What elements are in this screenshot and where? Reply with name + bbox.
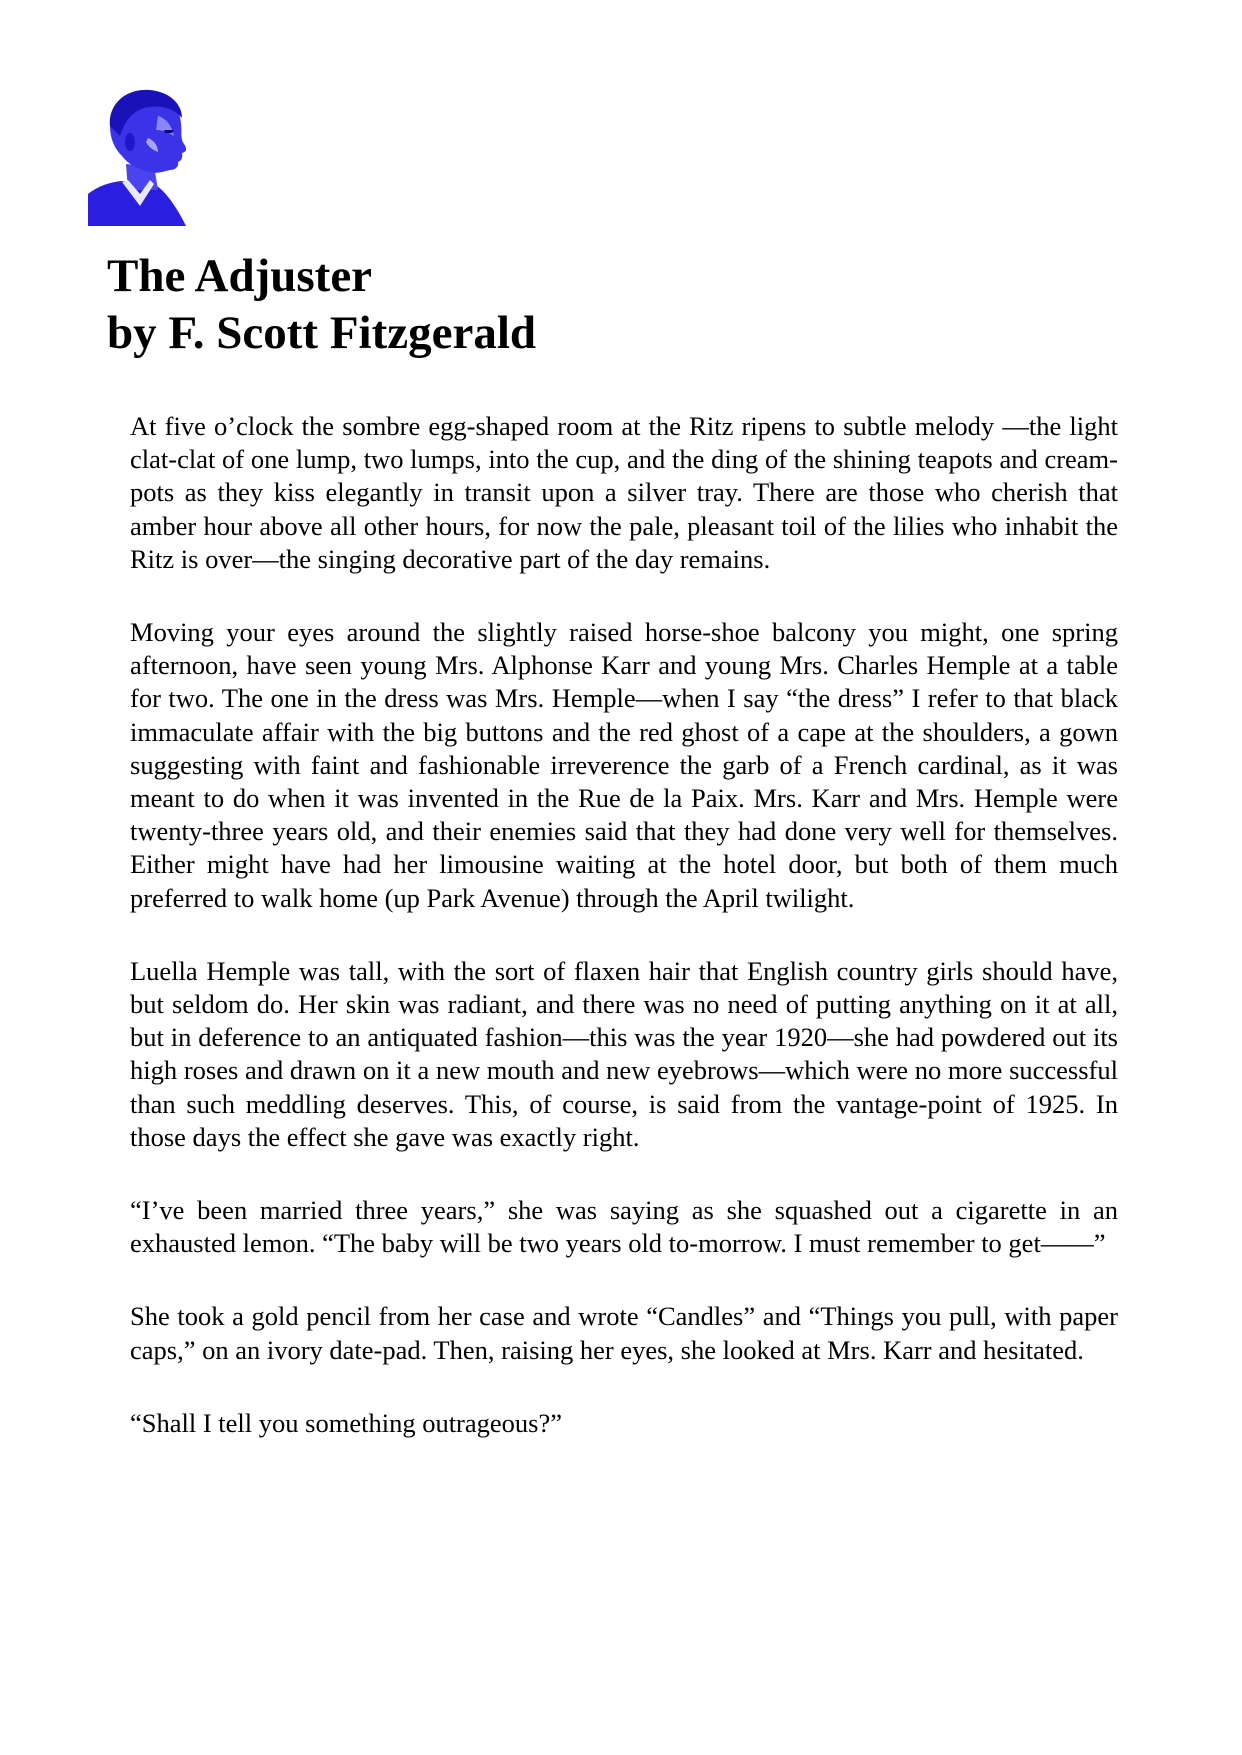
story-title: The Adjuster	[107, 250, 373, 302]
author-byline: by F. Scott Fitzgerald	[107, 307, 537, 359]
paragraph: She took a gold pencil from her case and wrote “Candles” and “Things you pull, with paper caps,” on an ivory date-pad. Then, raising her eyes, she looked at Mrs. Karr and hesitated.	[130, 1301, 1118, 1365]
paragraph: Luella Hemple was tall, with the sort of flaxen hair that English country girls should have, but seldom do. Her skin was radiant, and there was no need of putting anything on it at all, but in deference to an antiquated fashion—this was the year 1920—she had powdered out its high roses and drawn on it a new mouth and new eyebrows—which were no more successful than such meddling deserves. This, of course, is said from the vantage-point of 1925. In those days the effect she gave was exactly right.	[130, 955, 1118, 1152]
author-portrait	[88, 86, 201, 226]
paragraph: “Shall I tell you something outrageous?”	[130, 1407, 562, 1438]
author-portrait-icon	[88, 86, 201, 226]
paragraph: “I’ve been married three years,” she was saying as she squashed out a cigarette in an exhausted lemon. “The baby will be two years old to-morrow. I must remember to get——”	[130, 1195, 1118, 1259]
document-title	[107, 248, 536, 362]
story-body	[130, 410, 1118, 1480]
paragraph: At five o’clock the sombre egg-shaped room at the Ritz ripens to subtle melody —the light clat-clat of one lump, two lumps, into the cup, and the ding of the shining teapots and cream-pots as they kiss elegantly in transit upon a silver tray. There are those who cherish that amber hour above all other hours, for now the pale, pleasant toil of the lilies who inhabit the Ritz is over—the singing decorative part of the day remains.	[130, 411, 1118, 574]
paragraph: Moving your eyes around the slightly raised horse-shoe balcony you might, one spring afternoon, have seen young Mrs. Alphonse Karr and young Mrs. Charles Hemple at a table for two. The one in the dress was Mrs. Hemple—when I say “the dress” I refer to that black immaculate affair with the big buttons and the red ghost of a cape at the shoulders, a gown suggesting with faint and fashionable irreverence the garb of a French cardinal, as it was meant to do when it was invented in the Rue de la Paix. Mrs. Karr and Mrs. Hemple were twenty-three years old, and their enemies said that they had done very well for themselves. Either might have had her limousine waiting at the hotel door, but both of them much preferred to walk home (up Park Avenue) through the April twilight.	[130, 617, 1118, 913]
